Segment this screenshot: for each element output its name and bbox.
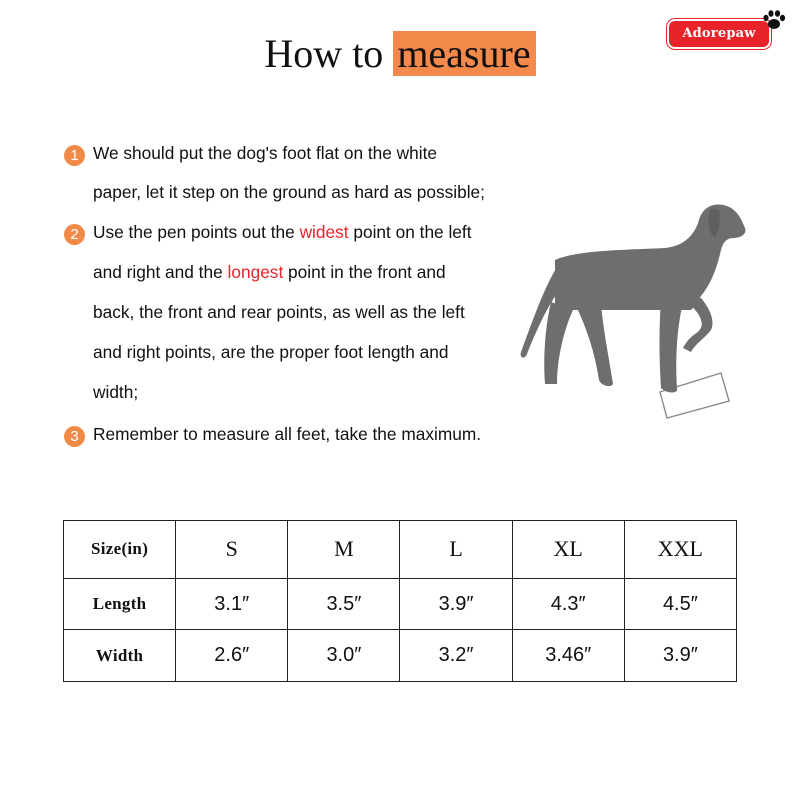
table-header-cell: S: [176, 521, 288, 579]
step-1-number: 1: [64, 145, 85, 166]
step-2-line-3: back, the front and rear points, as well as the left: [93, 302, 465, 322]
table-header-cell: M: [288, 521, 400, 579]
table-header-row: [64, 521, 737, 579]
row-label-width: Width: [64, 630, 176, 682]
table-cell: 2.6″: [176, 630, 288, 682]
table-header-cell: L: [400, 521, 512, 579]
step-3-number: 3: [64, 426, 85, 447]
table-cell: 3.46″: [512, 630, 624, 682]
table-row: [64, 630, 737, 682]
step-2-line-2-text-b: point in the front and: [283, 262, 446, 282]
dog-measuring-paw-icon: [515, 198, 750, 423]
size-table: [63, 520, 737, 682]
brand-name: Adorepaw: [667, 19, 771, 49]
table-cell: 3.2″: [400, 630, 512, 682]
table-cell: 4.3″: [512, 578, 624, 630]
step-2-line-1-text-a: Use the pen points out the: [93, 222, 300, 242]
table-cell: 3.5″: [288, 578, 400, 630]
table-cell: 4.5″: [624, 578, 736, 630]
table-header-size: Size(in): [64, 521, 176, 579]
step-2-line-5: width;: [93, 382, 139, 402]
title-highlight: measure: [393, 31, 535, 76]
title-text: How to: [264, 31, 394, 76]
step-2-line-1-text-b: point on the left: [348, 222, 472, 242]
step-2-number: 2: [64, 224, 85, 245]
row-label-length: Length: [64, 578, 176, 630]
table-cell: 3.0″: [288, 630, 400, 682]
table-cell: 3.1″: [176, 578, 288, 630]
step-3-line-1: Remember to measure all feet, take the maximum.: [93, 424, 482, 444]
table-cell: 3.9″: [624, 630, 736, 682]
page-title: [0, 28, 800, 80]
table-row: [64, 578, 737, 630]
keyword-longest: longest: [227, 262, 284, 282]
step-1-line-1: We should put the dog's foot flat on the white: [93, 143, 438, 163]
step-2-line-4: and right points, are the proper foot length and: [93, 342, 449, 362]
step-2-line-2: [93, 262, 446, 283]
keyword-widest: widest: [299, 222, 349, 242]
step-1-line-2: paper, let it step on the ground as hard as possible;: [93, 182, 485, 202]
table-header-cell: XL: [512, 521, 624, 579]
table-cell: 3.9″: [400, 578, 512, 630]
step-2-line-2-text-a: and right and the: [93, 262, 228, 282]
table-header-cell: XXL: [624, 521, 736, 579]
step-2-line-1: [93, 222, 472, 243]
